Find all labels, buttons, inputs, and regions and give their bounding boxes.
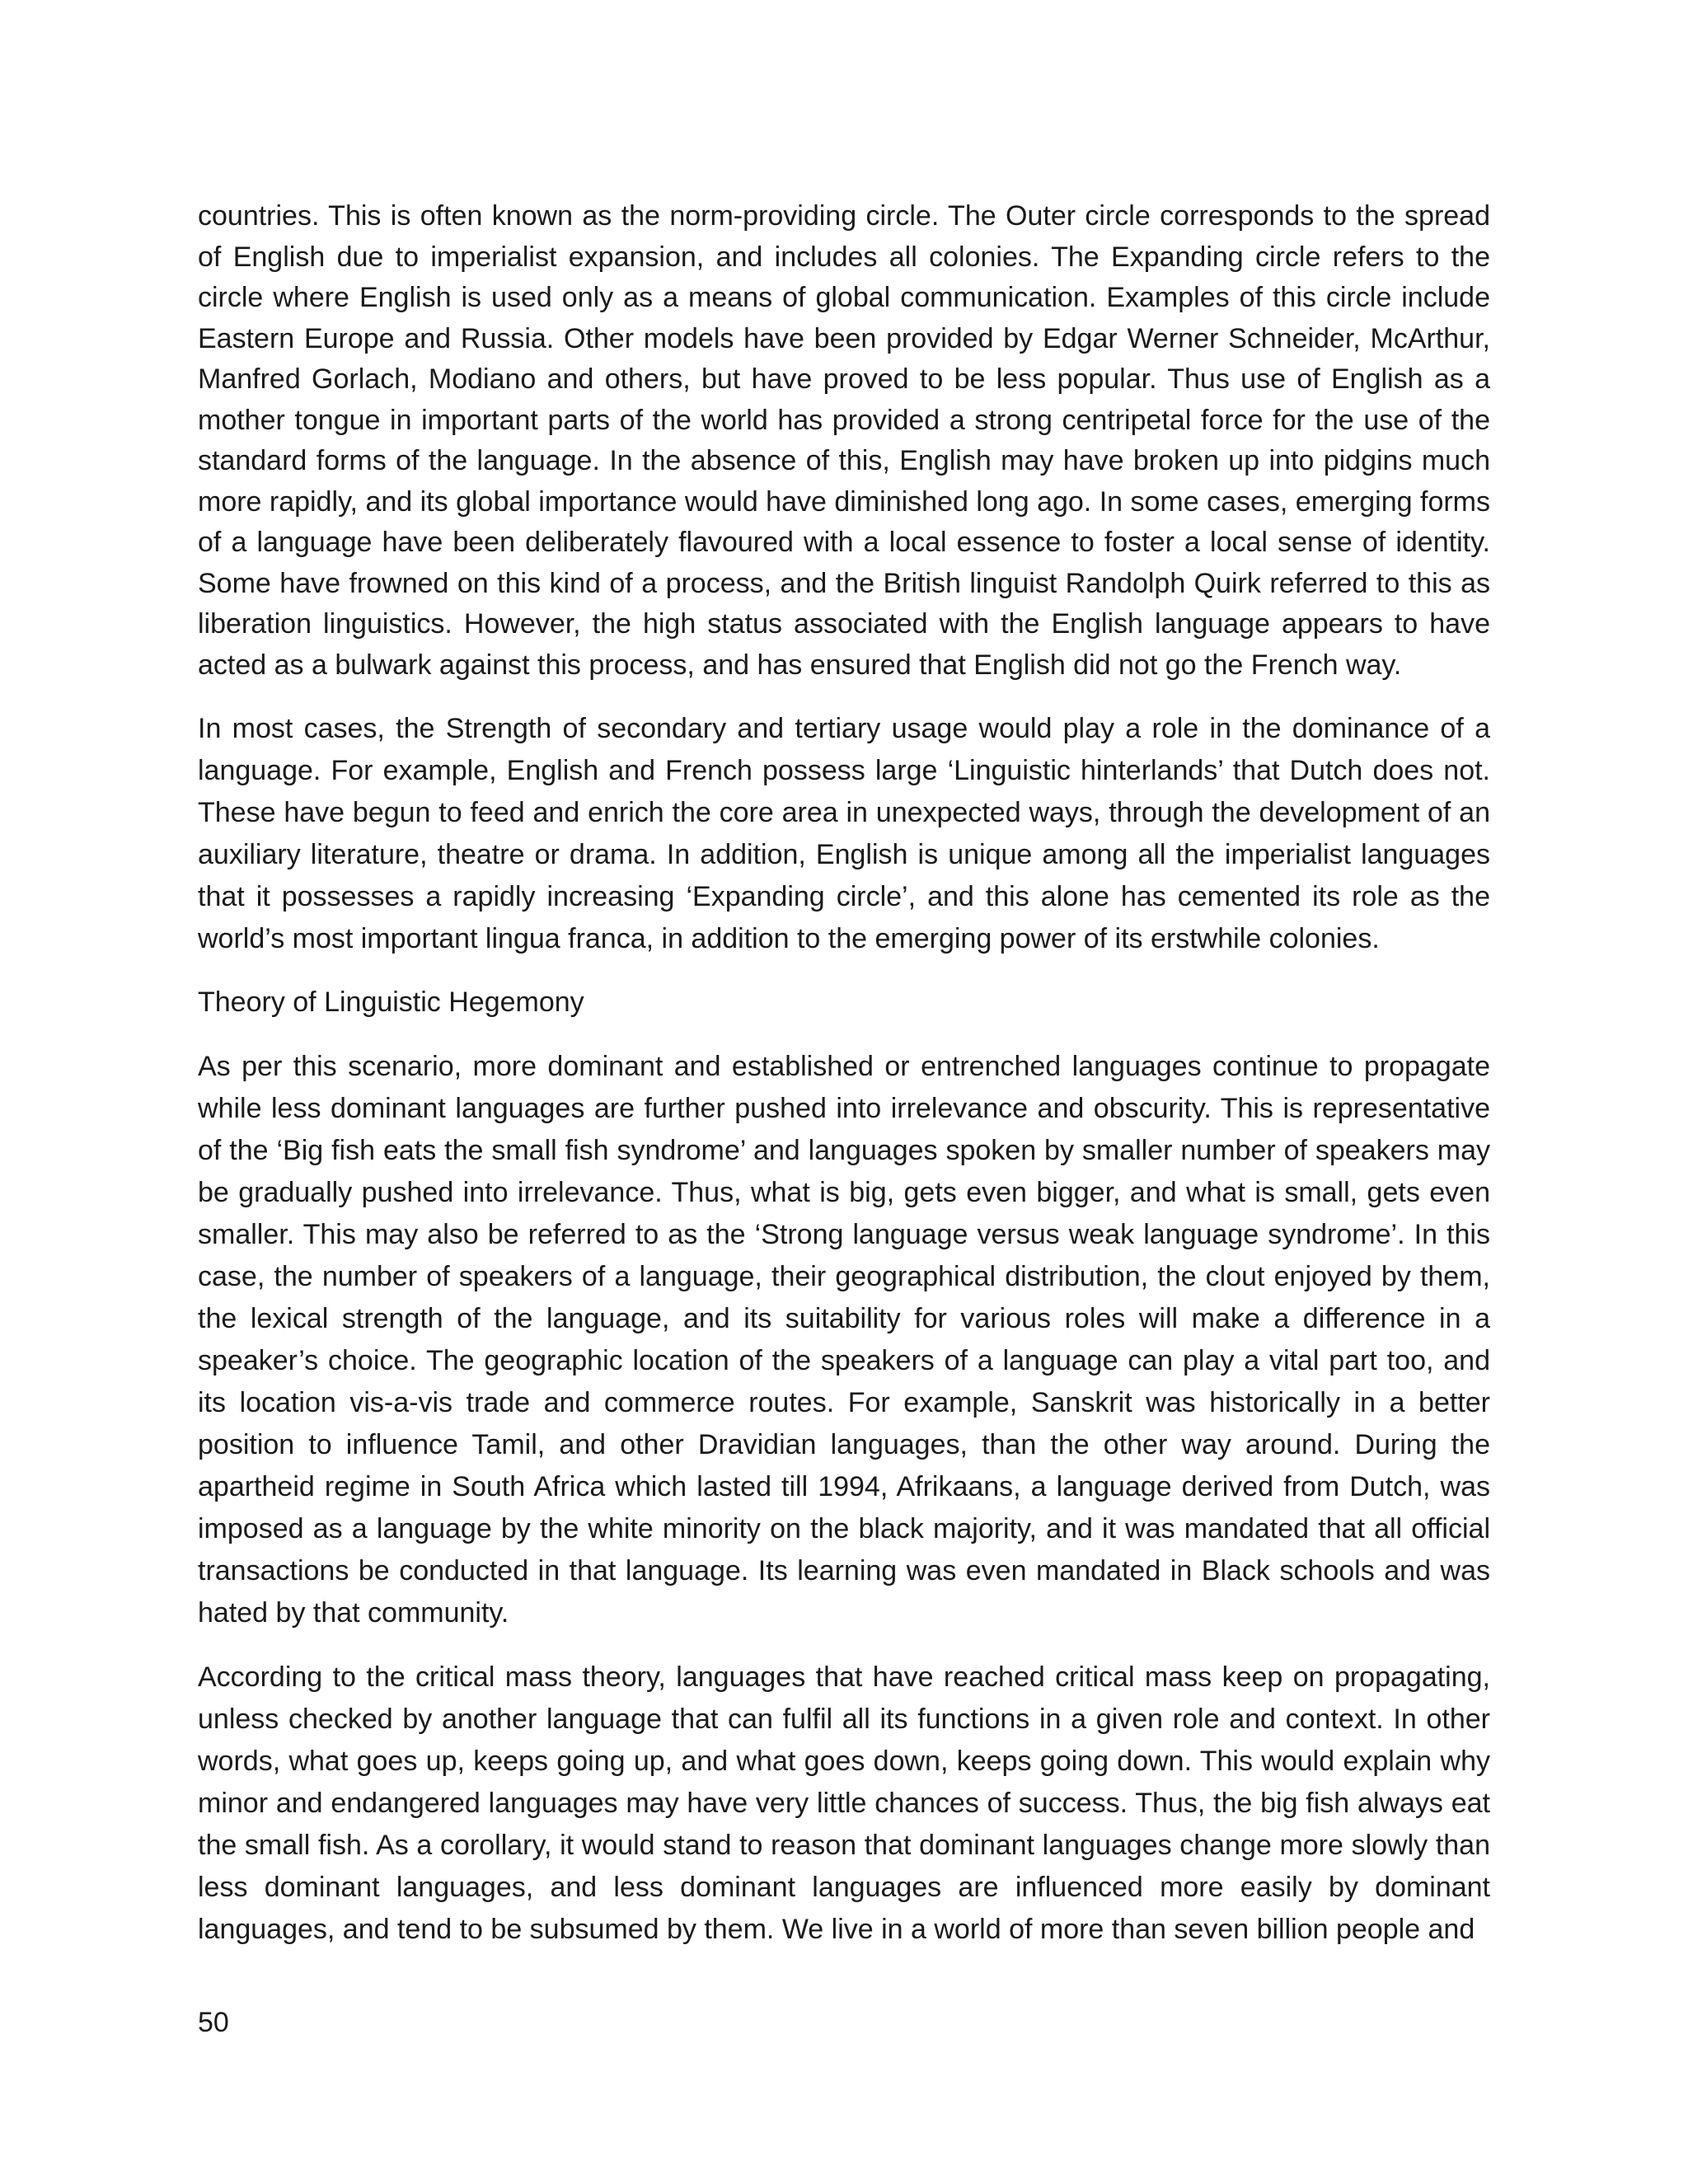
paragraph-hegemony-scenario: As per this scenario, more dominant and established or entrenched languages continue to propagate while less dominant languages are further pushed into irrelevance and obscurity. This is representative of the ‘Big fish eats the small fish syndrome’ and languages spoken by smaller number of speakers may be gradually pushed into irrelevance. Thus, what is big, gets even bigger, and what is small, gets even smaller. This may also be referred to as the ‘Strong language versus weak language syndrome’. In this case, the number of speakers of a language, their geographical distribution, the clout enjoyed by them, the lexical strength of the language, and its suitability for various roles will make a difference in a speaker’s choice. The geographic location of the speakers of a language can play a vital part too, and its location vis-a-vis trade and commerce routes. For example, Sanskrit was historically in a better position to influence Tamil, and other Dravidian languages, than the other way around. During the apartheid regime in South Africa which lasted till 1994, Afrikaans, a language derived from Dutch, was imposed as a language by the white minority on the black majority, and it was mandated that all official transactions be conducted in that language. Its learning was even mandated in Black schools and was hated by that community. [198, 1050, 1490, 1629]
body-text [198, 196, 1490, 1973]
section-heading: Theory of Linguistic Hegemony [198, 987, 584, 1018]
paragraph-circles-of-english: countries. This is often known as the norm-providing circle. The Outer circle corresponds to the spread of English due to imperialist expansion, and includes all colonies. The Expanding circle refers to the circle where English is used only as a means of global communication. Examples of this circle include Eastern Europe and Russia. Other models have been provided by Edgar Werner Schneider, McArthur, Manfred Gorlach, Modiano and others, but have proved to be less popular. Thus use of English as a mother tongue in important parts of the world has provided a strong centripetal force for the use of the standard forms of the language. In the absence of this, English may have broken up into pidgins much more rapidly, and its global importance would have diminished long ago. In some cases, emerging forms of a language have been deliberately flavoured with a local essence to foster a local sense of identity. Some have frowned on this kind of a process, and the British linguist Randolph Quirk referred to this as liberation linguistics. However, the high status associated with the English language appears to have acted as a bulwark against this process, and has ensured that English did not go the French way. [198, 200, 1490, 681]
paragraph-secondary-usage: In most cases, the Strength of secondary and tertiary usage would play a role in the dominance of a language. For example, English and French possess large ‘Linguistic hinterlands’ that Dutch does not. These have begun to feed and enrich the core area in unexpected ways, through the development of an auxiliary literature, theatre or drama. In addition, English is unique among all the imperialist languages that it possesses a rapidly increasing ‘Expanding circle’, and this alone has cemented its role as the world’s most important lingua franca, in addition to the emerging power of its erstwhile colonies. [198, 713, 1490, 954]
page-number: 50 [198, 2007, 229, 2038]
paragraph-critical-mass: According to the critical mass theory, languages that have reached critical mass keep on propagating, unless checked by another language that can fulfil all its functions in a given role and context. In other words, what goes up, keeps going up, and what goes down, keeps going down. This would explain why minor and endangered languages may have very little chances of success. Thus, the big fish always eat the small fish. As a corollary, it would stand to reason that dominant languages change more slowly than less dominant languages, and less dominant languages are influenced more easily by dominant languages, and tend to be subsumed by them. We live in a world of more than seven billion people and [198, 1661, 1490, 1945]
